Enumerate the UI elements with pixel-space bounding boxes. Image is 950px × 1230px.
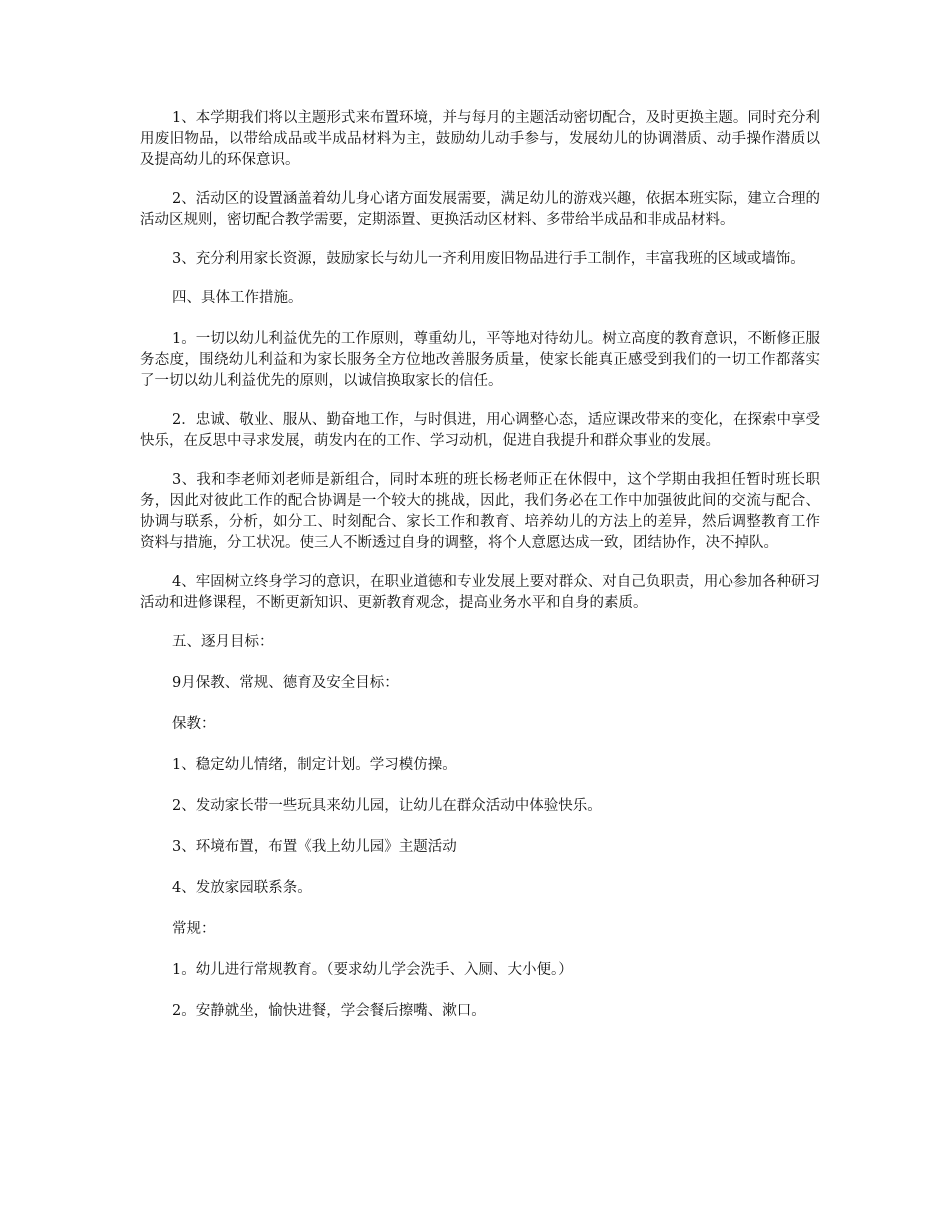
paragraph-env-theme: 1、本学期我们将以主题形式来布置环境，并与每月的主题活动密切配合，及时更换主题。同时充分利用废旧物品，以带给成品或半成品材料为主，鼓励幼儿动手参与，发展幼儿的协调潜质、动手操作潜质以及提高幼儿的环保意识。 xyxy=(140,110,820,168)
list-item-care-3: 3、环境布置，布置《我上幼儿园》主题活动 xyxy=(172,839,457,855)
list-item-routine-2: 2。安静就坐，愉快进餐，学会餐后擦嘴、漱口。 xyxy=(172,1003,486,1019)
list-item-routine-1: 1。幼儿进行常规教育。（要求幼儿学会洗手、入厕、大小便。） xyxy=(172,962,573,978)
subheading-care-education: 保教： xyxy=(172,716,216,732)
paragraph-measure-3: 3、我和李老师刘老师是新组合，同时本班的班长杨老师正在休假中，这个学期由我担任暂时班长职务，因此对彼此工作的配合协调是一个较大的挑战，因此，我们务必在工作中加强彼此间的交流与配合、协调与联系，分析，如分工、时刻配合、家长工作和教育、培养幼儿的方法上的差异，然后调整教育工作资料与措施，分工状况。使三人不断透过自身的调整，将个人意愿达成一致，团结协作，决不掉队。 xyxy=(140,472,820,551)
paragraph-parent-resources: 3、充分利用家长资源，鼓励家长与幼儿一齐利用废旧物品进行手工制作，丰富我班的区域或墙饰。 xyxy=(172,251,805,267)
section-heading-measures: 四、具体工作措施。 xyxy=(172,290,303,306)
paragraph-measure-4: 4、牢固树立终身学习的意识，在职业道德和专业发展上要对群众、对自己负职责，用心参加各种研习活动和进修课程，不断更新知识、更新教育观念，提高业务水平和自身的素质。 xyxy=(140,574,820,611)
paragraph-activity-areas: 2、活动区的设置涵盖着幼儿身心诸方面发展需要，满足幼儿的游戏兴趣，依据本班实际，建立合理的活动区规则，密切配合教学需要，定期添置、更换活动区材料、多带给半成品和非成品材料。 xyxy=(140,191,820,228)
list-item-care-2: 2、发动家长带一些玩具来幼儿园，让幼儿在群众活动中体验快乐。 xyxy=(172,798,602,814)
list-item-care-4: 4、发放家园联系条。 xyxy=(172,880,312,896)
paragraph-measure-2: 2．忠诚、敬业、服从、勤奋地工作，与时俱进，用心调整心态，适应课改带来的变化，在探索中享受快乐，在反思中寻求发展，萌发内在的工作、学习动机，促进自我提升和群众事业的发展。 xyxy=(140,412,820,449)
paragraph-measure-1: 1。一切以幼儿利益优先的工作原则，尊重幼儿，平等地对待幼儿。树立高度的教育意识，不断修正服务态度，围绕幼儿利益和为家长服务全方位地改善服务质量，使家长能真正感受到我们的一切工作都落实了一切以幼儿利益优先的原则，以诚信换取家长的信任。 xyxy=(140,331,820,389)
heading-september-goals: 9月保教、常规、德育及安全目标： xyxy=(172,675,399,691)
list-item-care-1: 1、稳定幼儿情绪，制定计划。学习模仿操。 xyxy=(172,757,457,773)
document-page xyxy=(140,108,820,1042)
subheading-routine: 常规： xyxy=(172,921,216,937)
section-heading-monthly-goals: 五、逐月目标： xyxy=(172,634,274,650)
